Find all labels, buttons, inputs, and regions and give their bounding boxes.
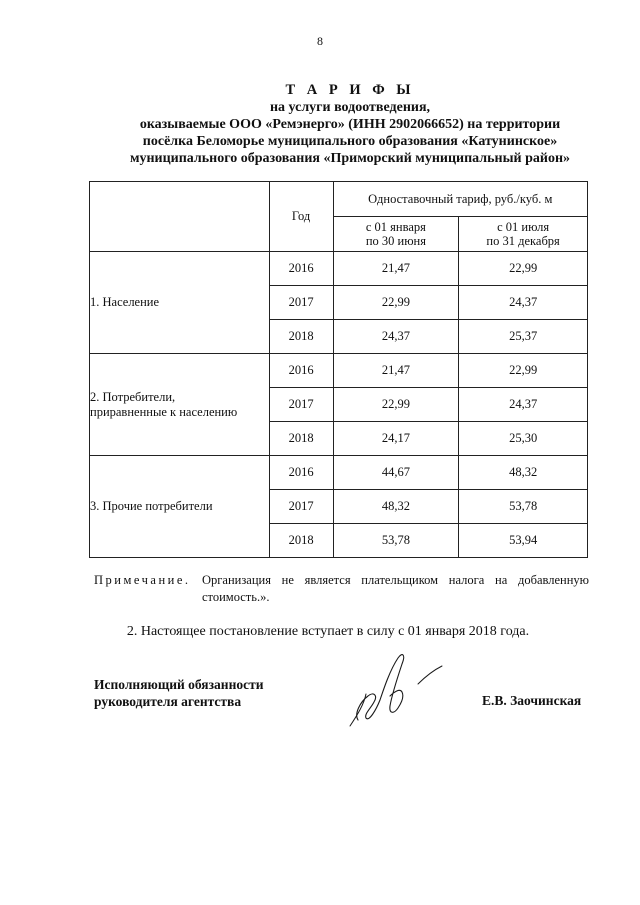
page-number: 8 xyxy=(317,34,323,48)
year-cell: 2016 xyxy=(269,252,333,286)
title-line: на услуги водоотведения, xyxy=(269,100,431,115)
period-header-1: с 01 января по 30 июня xyxy=(333,217,459,252)
tariff-cell: 48,32 xyxy=(459,456,588,490)
note-text: Организация не является плательщиком налога на добавленную стоимость.». xyxy=(202,573,589,604)
tariff-cell: 25,30 xyxy=(459,422,588,456)
year-cell: 2016 xyxy=(269,456,333,490)
year-cell: 2017 xyxy=(269,388,333,422)
table-note xyxy=(94,572,589,606)
title-main: Т А Р И Ф Ы xyxy=(285,82,415,98)
handwritten-signature xyxy=(344,644,444,734)
category-cell: 3. Прочие потребители xyxy=(90,456,270,558)
document-title xyxy=(60,82,640,167)
tariff-cell: 25,37 xyxy=(459,320,588,354)
year-header: Год xyxy=(269,182,333,252)
year-cell: 2018 xyxy=(269,422,333,456)
period-header-2: с 01 июля по 31 декабря xyxy=(459,217,588,252)
tariff-cell: 24,37 xyxy=(333,320,459,354)
title-line: муниципального образования «Приморский муниципальный район» xyxy=(129,151,571,166)
category-cell: 1. Население xyxy=(90,252,270,354)
tariff-cell: 21,47 xyxy=(333,252,459,286)
year-cell: 2016 xyxy=(269,354,333,388)
note-label: Примечание. xyxy=(94,573,191,587)
title-line: посёлка Беломорье муниципального образования «Катунинское» xyxy=(142,134,558,149)
signer-title: Исполняющий обязанности руководителя агентства xyxy=(94,677,264,709)
tariff-cell: 24,17 xyxy=(333,422,459,456)
year-cell: 2018 xyxy=(269,524,333,558)
tariff-cell: 21,47 xyxy=(333,354,459,388)
tariff-cell: 48,32 xyxy=(333,490,459,524)
title-line: оказываемые ООО «Ремэнерго» (ИНН 2902066652) на территории xyxy=(139,117,561,132)
tariff-cell: 22,99 xyxy=(459,252,588,286)
signer-name: Е.В. Заочинская xyxy=(482,693,582,708)
tariff-unit-header: Одноставочный тариф, руб./куб. м xyxy=(333,182,587,217)
table-row xyxy=(90,252,588,286)
tariff-cell: 53,78 xyxy=(459,490,588,524)
tariff-cell: 22,99 xyxy=(333,286,459,320)
tariff-cell: 22,99 xyxy=(333,388,459,422)
year-cell: 2017 xyxy=(269,490,333,524)
year-cell: 2018 xyxy=(269,320,333,354)
year-cell: 2017 xyxy=(269,286,333,320)
table-row xyxy=(90,354,588,388)
tariff-cell: 22,99 xyxy=(459,354,588,388)
tariff-cell: 24,37 xyxy=(459,286,588,320)
tariff-table xyxy=(89,181,588,558)
tariff-cell: 44,67 xyxy=(333,456,459,490)
category-cell: 2. Потребители, приравненные к населению xyxy=(90,354,270,456)
tariff-cell: 53,78 xyxy=(333,524,459,558)
table-row xyxy=(90,456,588,490)
resolution-clause: 2. Настоящее постановление вступает в силу с 01 января 2018 года. xyxy=(126,624,530,639)
tariff-cell: 53,94 xyxy=(459,524,588,558)
tariff-cell: 24,37 xyxy=(459,388,588,422)
category-header xyxy=(90,182,270,252)
